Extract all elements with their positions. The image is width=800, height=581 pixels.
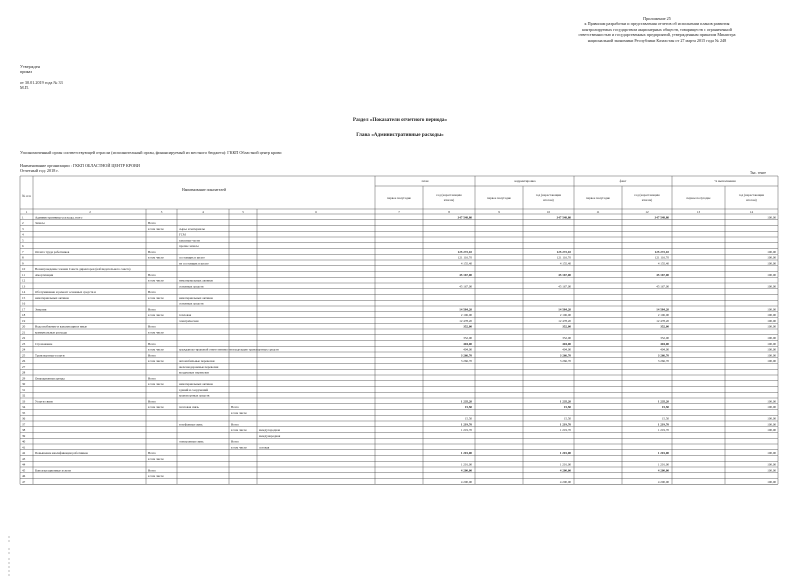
- section-title: Раздел «Показатели отчетного периода»: [352, 117, 448, 123]
- row-number: 20: [22, 324, 26, 329]
- row-sublabel: Всего: [148, 290, 156, 294]
- row-number: 19: [22, 318, 26, 323]
- fact-year-value: 15,50: [661, 405, 669, 409]
- plan-year-value: 121 116,70: [457, 255, 472, 260]
- percent-value: 100,00: [767, 451, 776, 455]
- percent-value: 100,00: [767, 405, 776, 409]
- fact-year-value: 15,50: [661, 416, 669, 421]
- appendix-line: к Правилам разработки и представления отчетов об исполнении планов развития: [584, 21, 730, 27]
- correction-year-value: 352,00: [562, 336, 571, 340]
- correction-year-value: 121 116,70: [556, 255, 571, 260]
- row-sublabel: Всего: [148, 272, 156, 277]
- plan-year-value: 45 167,00: [459, 272, 472, 277]
- row-sublabel: в том числе: [148, 347, 164, 352]
- correction-year-value: 352,00: [562, 324, 571, 329]
- row-number: 43: [22, 456, 26, 461]
- correction-year-value: 1 201,00: [559, 451, 571, 455]
- row-number: 2: [22, 221, 24, 225]
- approval-line: М.П.: [20, 85, 29, 91]
- column-number: 1: [25, 209, 28, 214]
- row-label: Вознаграждение членам Совета директоров (наблюдательного совета): [35, 267, 131, 271]
- row-number: 15: [22, 295, 26, 300]
- plan-year-value: 15,50: [464, 405, 472, 409]
- row-sublabel: Всего: [148, 341, 156, 346]
- row-sublabel: в том числе: [148, 405, 164, 409]
- row-number: 39: [22, 433, 26, 438]
- percent-value: 100,00: [767, 428, 776, 432]
- row-sublabel: в том числе: [148, 255, 164, 260]
- fact-year-value: 1 219,70: [657, 428, 669, 432]
- fact-year-value: 1 201,00: [657, 451, 669, 455]
- fact-year-value: 4 200,00: [657, 468, 669, 473]
- percent-value: 100,00: [767, 307, 776, 312]
- fact-year-value: 4 200,00: [657, 479, 669, 484]
- plan-year-value: 1 219,70: [460, 422, 472, 427]
- row-item: прочие запасы: [179, 244, 199, 248]
- row-item: автомобильные перевозки: [179, 359, 215, 363]
- correction-year-value: 12 478,20: [558, 318, 571, 323]
- percent-value: 100,00: [767, 215, 776, 220]
- row-number: 34: [22, 405, 26, 409]
- correction-year-value: 14 584,20: [558, 307, 571, 312]
- plan-year-value: 352,00: [463, 324, 472, 329]
- row-number: 11: [22, 272, 26, 277]
- plan-year-value: 1 235,20: [460, 399, 472, 404]
- row-number: 24: [22, 347, 26, 352]
- header-year: год (нарастающим: [634, 193, 660, 197]
- header-name: Наименование показателей: [181, 188, 227, 192]
- fact-year-value: 347 548,80: [654, 215, 669, 220]
- percent-value: 100,00: [767, 318, 776, 323]
- row-label: Энергия: [35, 307, 47, 312]
- row-number: 21: [22, 330, 26, 335]
- row-sublabel: в том числе: [148, 474, 164, 478]
- row-number: 14: [22, 290, 26, 294]
- row-number: 8: [22, 255, 24, 260]
- row-sublabel: Всего: [148, 451, 156, 455]
- fact-year-value: 1 201,00: [657, 462, 669, 467]
- fact-year-value: 4 155,40: [657, 261, 669, 266]
- row-item: запасные части: [179, 238, 200, 243]
- row-sublabel: в том числе: [148, 313, 164, 317]
- appendix-line: Приложение 25: [643, 16, 671, 21]
- row-number: 44: [22, 462, 26, 467]
- column-number: 7: [398, 209, 400, 214]
- percent-value: 100,00: [767, 336, 776, 340]
- header-percent: % выполнения: [714, 179, 736, 183]
- row-number: 33: [22, 399, 26, 404]
- plan-year-value: 125 272,10: [457, 249, 472, 254]
- scan-edge-mark: [6, 536, 12, 576]
- correction-year-value: 45 167,00: [558, 284, 571, 289]
- correction-year-value: 2 106,00: [559, 313, 571, 317]
- row-item: электронная связь: [179, 439, 204, 444]
- header-first-half: первое полугодие: [487, 196, 511, 200]
- percent-value: 100,00: [767, 353, 776, 358]
- reporting-year: Отчетный год: 2018 г.: [20, 168, 59, 173]
- chapter-title: Глава «Административные расходы»: [356, 132, 444, 138]
- row-number: 7: [22, 249, 24, 254]
- row-number: 26: [22, 359, 26, 363]
- header-year: итогом): [443, 198, 455, 202]
- organization-name: Наименование организации : ГККП ОБЛАСТНОЙ ЦЕНТР КРОВИ: [20, 163, 140, 168]
- plan-year-value: 15,50: [464, 416, 472, 421]
- row-sublabel: в том числе: [148, 295, 164, 300]
- percent-value: 100,00: [767, 347, 776, 352]
- row-sublabel: Всего: [148, 468, 156, 473]
- row-number: 22: [22, 336, 26, 340]
- row-detail: международная: [259, 433, 281, 438]
- correction-year-value: 15,50: [563, 416, 571, 421]
- approval-line: Утвержден: [20, 64, 40, 69]
- row-item: зданий и сооружений: [179, 387, 209, 392]
- row-item: сырье и материалы: [179, 226, 205, 231]
- row-number: 17: [22, 307, 26, 312]
- row-item: нематериальных активов: [179, 278, 213, 283]
- row-label: коммунальные расходы: [35, 330, 67, 335]
- correction-year-value: 4 155,40: [559, 261, 571, 266]
- appendix-line: контролируемых государством акционерных обществ, товариществ с ограниченной: [582, 26, 732, 32]
- percent-value: 100,00: [767, 255, 776, 260]
- row-subitem: Всего: [231, 405, 239, 409]
- correction-year-value: 347 548,80: [556, 215, 571, 220]
- correction-year-value: 404,00: [562, 347, 571, 352]
- fact-year-value: 3 266,70: [657, 359, 669, 363]
- row-subitem: в том числе: [231, 445, 247, 450]
- column-number: 12: [645, 209, 649, 214]
- row-item: гражданско-правовой ответственности владельцев транспортных средств: [179, 347, 279, 352]
- percent-value: 100,00: [767, 249, 776, 254]
- row-number: 32: [22, 393, 26, 398]
- row-number: 42: [22, 451, 26, 455]
- row-number: 36: [22, 416, 26, 421]
- row-sublabel: Всего: [148, 353, 156, 358]
- row-label: Оплата труда работников: [35, 249, 70, 254]
- row-item: состоящих в штате: [179, 255, 205, 260]
- percent-value: 100,00: [767, 416, 776, 421]
- header-first-half: первое полугодие: [686, 196, 711, 200]
- percent-value: 100,00: [767, 313, 776, 317]
- percent-value: 100,00: [767, 324, 776, 329]
- approval-line: приказ: [20, 69, 33, 75]
- approval-line: от 30.01.2019 года № 33: [20, 79, 63, 85]
- row-item: электрическая: [179, 318, 199, 323]
- plan-year-value: 352,00: [463, 336, 472, 340]
- correction-year-value: 404,00: [562, 341, 571, 346]
- row-label: нематериальных активов: [35, 295, 69, 300]
- fact-year-value: 12 478,20: [656, 318, 669, 323]
- fact-year-value: 404,00: [660, 341, 669, 346]
- row-item: основных средств: [179, 301, 204, 306]
- column-number: 5: [242, 209, 244, 214]
- row-number: 4: [22, 232, 24, 237]
- row-label: Обслуживание и ремонт основных средств и: [35, 290, 96, 294]
- row-number: 16: [22, 301, 26, 306]
- correction-year-value: 3 266,70: [559, 359, 571, 363]
- header-year: год (нарастающим: [436, 193, 462, 197]
- row-sublabel: Всего: [148, 249, 156, 254]
- plan-year-value: 45 167,00: [459, 284, 472, 289]
- row-number: 6: [22, 244, 24, 248]
- row-subitem: Всего: [231, 422, 239, 427]
- row-sublabel: Всего: [148, 221, 156, 225]
- row-number: 30: [22, 382, 26, 386]
- column-number: 9: [498, 209, 500, 214]
- plan-year-value: 2 106,00: [460, 313, 472, 317]
- row-number: 25: [22, 353, 26, 358]
- row-number: 1: [22, 215, 24, 220]
- plan-year-value: 1 201,00: [460, 451, 472, 455]
- plan-year-value: 1 201,00: [460, 462, 472, 467]
- row-subitem: Всего: [231, 439, 239, 444]
- row-number: 27: [22, 364, 26, 369]
- row-item: тепловая: [179, 313, 192, 317]
- correction-year-value: 4 200,00: [559, 468, 571, 473]
- column-number: 10: [546, 209, 551, 214]
- row-number: 41: [22, 445, 26, 450]
- plan-year-value: 12 478,20: [459, 318, 472, 323]
- row-number: 37: [22, 422, 26, 427]
- fact-year-value: 125 272,10: [654, 249, 669, 254]
- fact-year-value: 1 219,70: [657, 422, 669, 427]
- row-number: 40: [22, 439, 26, 444]
- row-number: 45: [22, 468, 26, 473]
- row-item: телефонная связь: [179, 422, 203, 427]
- row-label: Консультационные услуги: [35, 468, 71, 473]
- correction-year-value: 1 235,20: [559, 399, 571, 404]
- row-item: не состоящих в штате: [179, 261, 209, 266]
- plan-year-value: 347 548,80: [457, 215, 472, 220]
- row-label: Водоснабжение и канализация и иные: [35, 324, 87, 329]
- row-label: Операционная аренда: [35, 376, 65, 381]
- header-correction: корректировка: [514, 179, 536, 183]
- fact-year-value: 352,00: [660, 324, 669, 329]
- column-number: 8: [448, 209, 450, 214]
- row-number: 23: [22, 341, 26, 346]
- row-number: 29: [22, 376, 26, 381]
- row-sublabel: Всего: [148, 324, 156, 329]
- row-detail: междугородная: [259, 428, 280, 432]
- fact-year-value: 404,00: [660, 347, 669, 352]
- row-sublabel: Всего: [148, 307, 156, 312]
- appendix-line: национальной экономики Республики Казахстан от 27 марта 2015 года № 248: [587, 37, 727, 43]
- fact-year-value: 45 167,00: [656, 272, 669, 277]
- correction-year-value: 45 167,00: [558, 272, 571, 277]
- header-fact: факт: [619, 179, 627, 183]
- header-year: итогом): [746, 198, 757, 202]
- row-label: Административные расходы, всего: [35, 215, 83, 220]
- correction-year-value: 3 266,70: [559, 353, 571, 358]
- percent-value: 100,00: [767, 462, 776, 467]
- fact-year-value: 45 167,00: [656, 284, 669, 289]
- column-number: 11: [596, 209, 600, 214]
- row-item: нематериальных активов: [179, 382, 213, 386]
- row-number: 35: [22, 410, 26, 415]
- header-first-half: первое полугодие: [387, 196, 411, 200]
- plan-year-value: 4 155,40: [460, 261, 472, 266]
- row-number: 38: [22, 428, 26, 432]
- plan-year-value: 404,00: [463, 341, 472, 346]
- percent-value: 100,00: [767, 359, 776, 363]
- percent-value: 100,00: [767, 261, 776, 266]
- header-first-half: первое полугодие: [586, 196, 610, 200]
- row-subitem: в том числе: [231, 410, 247, 415]
- correction-year-value: 125 272,10: [556, 249, 571, 254]
- row-sublabel: в том числе: [148, 382, 164, 386]
- row-sublabel: в том числе: [148, 330, 164, 335]
- header-year: год (нарастающим: [738, 193, 765, 197]
- column-number: 4: [202, 209, 204, 214]
- header-year: итогом): [641, 198, 653, 202]
- header-year: год (нарастающим: [535, 193, 562, 197]
- row-sublabel: в том числе: [148, 359, 164, 363]
- row-item: почтовая связь: [179, 405, 199, 409]
- correction-year-value: 1 201,00: [559, 462, 571, 467]
- row-sublabel: Всего: [148, 399, 156, 404]
- plan-year-value: 14 584,20: [459, 307, 472, 312]
- plan-year-value: 1 219,70: [460, 428, 472, 432]
- row-item: воздушные перевозки: [179, 370, 209, 375]
- row-label: Услуги связи: [35, 399, 53, 404]
- header-plan: план: [421, 179, 429, 183]
- row-label: Транспортные услуги: [35, 353, 65, 358]
- column-number: 6: [315, 209, 317, 214]
- row-label: Запасы: [35, 221, 45, 225]
- column-number: 2: [89, 209, 91, 214]
- row-number: 31: [22, 387, 26, 392]
- correction-year-value: 4 200,00: [559, 479, 571, 484]
- row-label: Страхование: [35, 341, 53, 346]
- row-item: нематериальных активов: [179, 295, 213, 300]
- row-number: 3: [22, 226, 24, 231]
- authorized-body: Уполномоченный орган соответствующей отрасли (исполнительный орган, финансируемый из местного бюджета): ГККП Областной центр крови: [20, 150, 282, 155]
- plan-year-value: 3 266,70: [460, 353, 472, 358]
- percent-value: 100,00: [767, 284, 776, 289]
- row-number: 28: [22, 370, 26, 375]
- fact-year-value: 2 106,00: [657, 313, 669, 317]
- plan-year-value: 4 200,00: [460, 479, 472, 484]
- correction-year-value: 1 219,70: [559, 422, 571, 427]
- units-label: Тыс. тенге: [750, 171, 766, 175]
- plan-year-value: 404,00: [463, 347, 472, 352]
- row-sublabel: в том числе: [148, 278, 164, 283]
- percent-value: 100,00: [767, 468, 776, 473]
- row-number: 13: [22, 284, 26, 289]
- row-number: 47: [22, 479, 26, 484]
- header-year: итогом): [543, 198, 554, 202]
- row-number: 18: [22, 313, 26, 317]
- percent-value: 100,00: [767, 479, 776, 484]
- percent-value: 100,00: [767, 341, 776, 346]
- fact-year-value: 121 116,70: [654, 255, 669, 260]
- row-item: транспортных средств: [179, 393, 210, 398]
- plan-year-value: 3 266,70: [460, 359, 472, 363]
- fact-year-value: 3 266,70: [657, 353, 669, 358]
- row-number: 12: [22, 278, 26, 283]
- percent-value: 100,00: [767, 272, 776, 277]
- row-sublabel: в том числе: [148, 226, 164, 231]
- row-item: ГСМ: [179, 232, 186, 237]
- percent-value: 100,00: [767, 399, 776, 404]
- plan-year-value: 4 200,00: [460, 468, 472, 473]
- fact-year-value: 1 235,20: [657, 399, 669, 404]
- row-detail: сотовая: [259, 445, 270, 450]
- appendix-line: ответственностью и государственных предприятий, утвержденным приказом Министра: [578, 32, 736, 38]
- column-number: 14: [749, 209, 754, 214]
- percent-value: 100,00: [767, 422, 776, 427]
- row-number: 10: [22, 267, 26, 271]
- correction-year-value: 15,50: [563, 405, 571, 409]
- correction-year-value: 1 219,70: [559, 428, 571, 432]
- row-label: Амортизация: [35, 272, 54, 277]
- row-label: Повышение квалификации работников: [35, 451, 88, 455]
- header-num: № п/п: [22, 194, 31, 198]
- row-sublabel: Всего: [148, 376, 156, 381]
- row-item: основных средств: [179, 284, 204, 289]
- fact-year-value: 352,00: [660, 336, 669, 340]
- fact-year-value: 14 584,20: [656, 307, 669, 312]
- row-subitem: в том числе: [231, 428, 247, 432]
- row-number: 9: [22, 261, 24, 266]
- row-number: 46: [22, 474, 26, 478]
- row-sublabel: в том числе: [148, 456, 164, 461]
- row-number: 5: [22, 238, 24, 243]
- column-number: 3: [160, 209, 163, 214]
- row-item: железнодорожные перевозки: [179, 364, 219, 369]
- column-number: 13: [696, 209, 701, 214]
